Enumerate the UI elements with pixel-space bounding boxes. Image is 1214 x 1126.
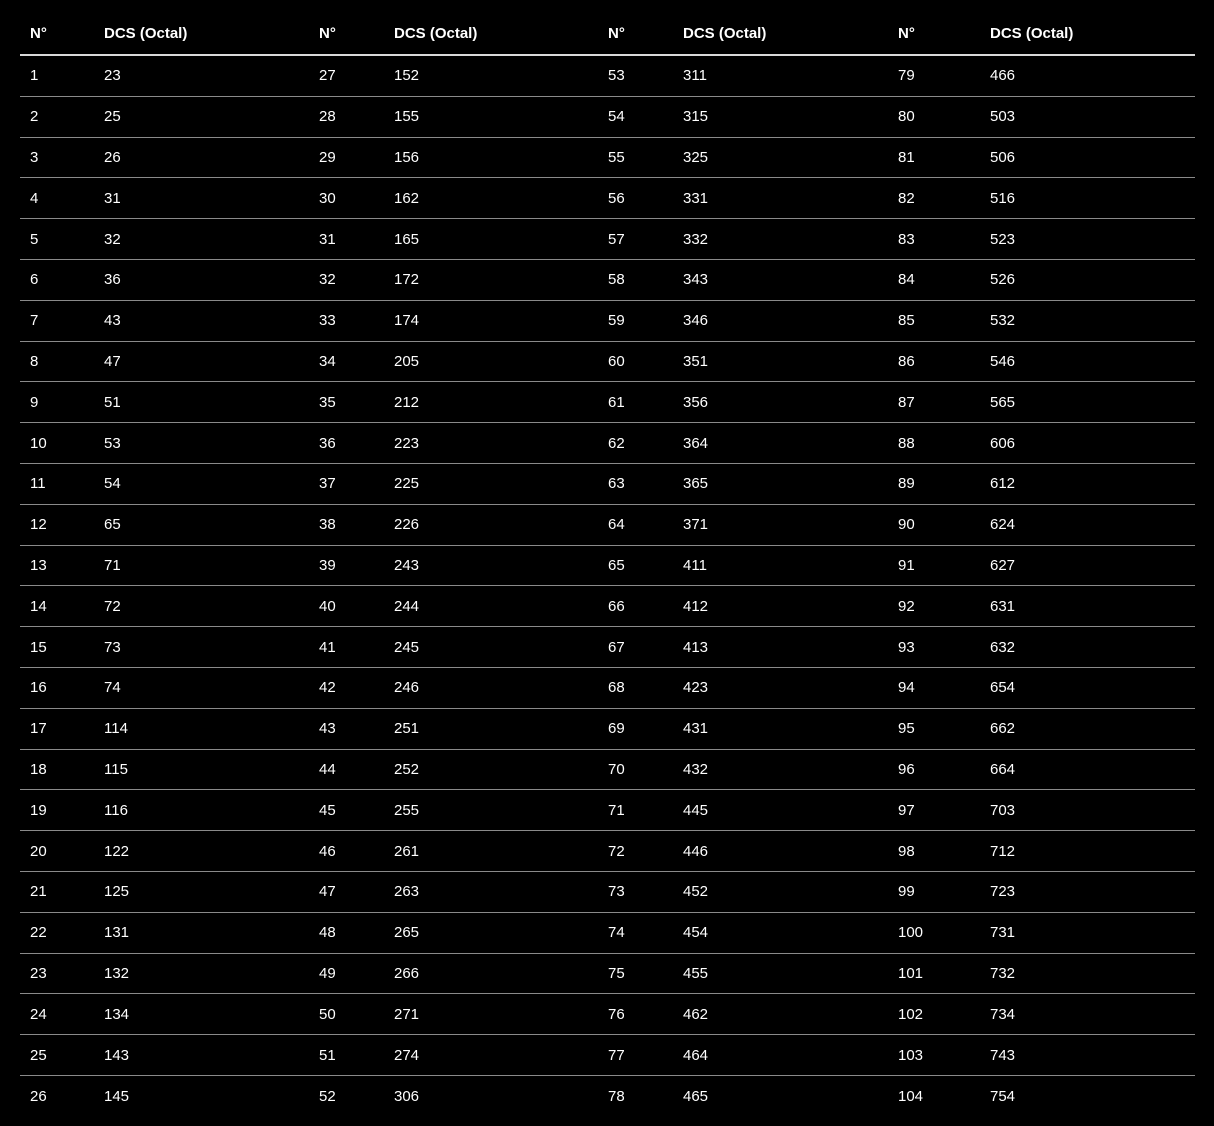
- dcs-cell: 565: [990, 393, 1016, 411]
- column-header-dcs-3: DCS (Octal): [683, 24, 767, 42]
- number-cell: 77: [608, 1046, 625, 1064]
- number-cell: 97: [898, 801, 915, 819]
- number-cell: 74: [608, 924, 625, 942]
- number-cell: 11: [30, 475, 46, 493]
- number-cell: 96: [898, 760, 915, 778]
- dcs-cell: 25: [104, 108, 121, 126]
- dcs-cell: 431: [683, 720, 709, 738]
- number-cell: 20: [30, 842, 47, 860]
- number-cell: 84: [898, 271, 915, 289]
- number-cell: 37: [319, 475, 336, 493]
- table-row: [20, 260, 1195, 301]
- number-cell: 30: [319, 189, 336, 207]
- table-row: [20, 423, 1195, 464]
- number-cell: 19: [30, 801, 47, 819]
- dcs-cell: 172: [394, 271, 420, 289]
- dcs-cell: 223: [394, 434, 420, 452]
- number-cell: 41: [319, 638, 336, 656]
- dcs-cell: 412: [683, 597, 709, 615]
- dcs-cell: 156: [394, 148, 420, 166]
- number-cell: 90: [898, 516, 915, 534]
- number-cell: 42: [319, 679, 336, 697]
- dcs-cell: 723: [990, 883, 1016, 901]
- dcs-cell: 506: [990, 148, 1016, 166]
- dcs-cell: 664: [990, 760, 1016, 778]
- number-cell: 9: [30, 393, 39, 411]
- number-cell: 100: [898, 924, 924, 942]
- dcs-cell: 261: [394, 842, 420, 860]
- table-row: [20, 750, 1195, 791]
- dcs-cell: 266: [394, 964, 420, 982]
- column-header-number-4: N°: [898, 24, 915, 42]
- number-cell: 45: [319, 801, 336, 819]
- number-cell: 66: [608, 597, 625, 615]
- dcs-cell: 246: [394, 679, 420, 697]
- dcs-cell: 413: [683, 638, 709, 656]
- table-row: [20, 464, 1195, 505]
- dcs-cell: 311: [683, 67, 707, 85]
- column-header-number-3: N°: [608, 24, 625, 42]
- dcs-cell: 131: [104, 924, 130, 942]
- number-cell: 104: [898, 1087, 924, 1105]
- dcs-cell: 47: [104, 352, 121, 370]
- dcs-cell: 71: [104, 556, 121, 574]
- dcs-cell: 152: [394, 67, 420, 85]
- dcs-cell: 331: [683, 189, 709, 207]
- number-cell: 29: [319, 148, 336, 166]
- table-row: [20, 382, 1195, 423]
- number-cell: 64: [608, 516, 625, 534]
- number-cell: 73: [608, 883, 625, 901]
- number-cell: 43: [319, 720, 336, 738]
- number-cell: 72: [608, 842, 625, 860]
- number-cell: 81: [898, 148, 915, 166]
- dcs-cell: 332: [683, 230, 709, 248]
- dcs-cell: 516: [990, 189, 1016, 207]
- number-cell: 5: [30, 230, 39, 248]
- table-row: [20, 56, 1195, 97]
- number-cell: 69: [608, 720, 625, 738]
- dcs-cell: 65: [104, 516, 121, 534]
- dcs-cell: 306: [394, 1087, 420, 1105]
- number-cell: 52: [319, 1087, 336, 1105]
- number-cell: 28: [319, 108, 336, 126]
- dcs-cell: 74: [104, 679, 121, 697]
- dcs-cell: 36: [104, 271, 121, 289]
- number-cell: 12: [30, 516, 47, 534]
- dcs-cell: 466: [990, 67, 1016, 85]
- number-cell: 91: [898, 556, 915, 574]
- number-cell: 2: [30, 108, 39, 126]
- dcs-cell: 364: [683, 434, 709, 452]
- number-cell: 26: [30, 1087, 47, 1105]
- table-row: [20, 913, 1195, 954]
- dcs-cell: 243: [394, 556, 420, 574]
- dcs-cell: 371: [683, 516, 709, 534]
- dcs-cell: 731: [990, 924, 1016, 942]
- dcs-cell: 351: [683, 352, 709, 370]
- number-cell: 58: [608, 271, 625, 289]
- dcs-cell: 462: [683, 1005, 709, 1023]
- dcs-cell: 703: [990, 801, 1016, 819]
- dcs-cell: 356: [683, 393, 709, 411]
- number-cell: 1: [30, 67, 39, 85]
- number-cell: 60: [608, 352, 625, 370]
- number-cell: 47: [319, 883, 336, 901]
- dcs-cell: 365: [683, 475, 709, 493]
- number-cell: 75: [608, 964, 625, 982]
- number-cell: 99: [898, 883, 915, 901]
- number-cell: 33: [319, 312, 336, 330]
- number-cell: 76: [608, 1005, 625, 1023]
- dcs-cell: 503: [990, 108, 1016, 126]
- dcs-cell: 212: [394, 393, 420, 411]
- number-cell: 88: [898, 434, 915, 452]
- dcs-cell: 274: [394, 1046, 420, 1064]
- number-cell: 25: [30, 1046, 47, 1064]
- table-row: [20, 627, 1195, 668]
- table-header-row: [20, 12, 1195, 56]
- dcs-cell: 32: [104, 230, 121, 248]
- table-row: [20, 301, 1195, 342]
- dcs-cell: 205: [394, 352, 420, 370]
- table-row: [20, 994, 1195, 1035]
- dcs-cell: 445: [683, 801, 709, 819]
- column-header-dcs-1: DCS (Octal): [104, 24, 188, 42]
- table-row: [20, 668, 1195, 709]
- dcs-cell: 612: [990, 475, 1016, 493]
- dcs-cell: 526: [990, 271, 1016, 289]
- table-row: [20, 178, 1195, 219]
- number-cell: 17: [30, 720, 47, 738]
- number-cell: 46: [319, 842, 336, 860]
- number-cell: 14: [30, 597, 47, 615]
- table-row: [20, 586, 1195, 627]
- dcs-cell: 251: [394, 720, 420, 738]
- number-cell: 50: [319, 1005, 336, 1023]
- dcs-cell: 165: [394, 230, 420, 248]
- dcs-cell: 72: [104, 597, 121, 615]
- dcs-cell: 245: [394, 638, 420, 656]
- dcs-cell: 114: [104, 720, 128, 738]
- dcs-cell: 315: [683, 108, 709, 126]
- number-cell: 80: [898, 108, 915, 126]
- dcs-cell: 73: [104, 638, 121, 656]
- dcs-cell: 654: [990, 679, 1016, 697]
- number-cell: 32: [319, 271, 336, 289]
- number-cell: 49: [319, 964, 336, 982]
- number-cell: 7: [30, 312, 39, 330]
- table-row: [20, 97, 1195, 138]
- column-header-dcs-2: DCS (Octal): [394, 24, 478, 42]
- number-cell: 95: [898, 720, 915, 738]
- number-cell: 83: [898, 230, 915, 248]
- number-cell: 87: [898, 393, 915, 411]
- dcs-cell: 606: [990, 434, 1016, 452]
- dcs-cell: 244: [394, 597, 420, 615]
- dcs-cell: 343: [683, 271, 709, 289]
- number-cell: 22: [30, 924, 47, 942]
- table-row: [20, 505, 1195, 546]
- number-cell: 93: [898, 638, 915, 656]
- dcs-cell: 115: [104, 760, 128, 778]
- number-cell: 31: [319, 230, 336, 248]
- table-row: [20, 1076, 1195, 1117]
- dcs-cell: 265: [394, 924, 420, 942]
- number-cell: 13: [30, 556, 47, 574]
- table-row: [20, 138, 1195, 179]
- number-cell: 8: [30, 352, 39, 370]
- dcs-cell: 255: [394, 801, 420, 819]
- number-cell: 16: [30, 679, 47, 697]
- table-body: [20, 56, 1195, 1117]
- dcs-cell: 263: [394, 883, 420, 901]
- dcs-cell: 125: [104, 883, 130, 901]
- number-cell: 36: [319, 434, 336, 452]
- number-cell: 101: [898, 964, 924, 982]
- dcs-cell: 174: [394, 312, 420, 330]
- table-row: [20, 342, 1195, 383]
- dcs-cell: 134: [104, 1005, 130, 1023]
- number-cell: 57: [608, 230, 625, 248]
- table-row: [20, 709, 1195, 750]
- dcs-cell: 54: [104, 475, 121, 493]
- dcs-cell: 662: [990, 720, 1016, 738]
- number-cell: 82: [898, 189, 915, 207]
- dcs-cell: 51: [104, 393, 121, 411]
- column-header-dcs-4: DCS (Octal): [990, 24, 1074, 42]
- dcs-code-table: [20, 12, 1195, 1117]
- number-cell: 40: [319, 597, 336, 615]
- dcs-cell: 53: [104, 434, 121, 452]
- number-cell: 15: [30, 638, 47, 656]
- dcs-cell: 346: [683, 312, 709, 330]
- number-cell: 67: [608, 638, 625, 656]
- table-row: [20, 219, 1195, 260]
- table-row: [20, 872, 1195, 913]
- number-cell: 23: [30, 964, 47, 982]
- table-row: [20, 954, 1195, 995]
- dcs-cell: 162: [394, 189, 420, 207]
- number-cell: 38: [319, 516, 336, 534]
- dcs-cell: 143: [104, 1046, 130, 1064]
- dcs-cell: 432: [683, 760, 709, 778]
- dcs-cell: 43: [104, 312, 121, 330]
- dcs-cell: 446: [683, 842, 709, 860]
- column-header-number-1: N°: [30, 24, 47, 42]
- number-cell: 6: [30, 271, 39, 289]
- dcs-cell: 455: [683, 964, 709, 982]
- dcs-cell: 452: [683, 883, 709, 901]
- number-cell: 89: [898, 475, 915, 493]
- number-cell: 55: [608, 148, 625, 166]
- dcs-cell: 271: [394, 1005, 420, 1023]
- dcs-cell: 754: [990, 1087, 1016, 1105]
- dcs-cell: 624: [990, 516, 1016, 534]
- dcs-cell: 116: [104, 801, 128, 819]
- dcs-cell: 734: [990, 1005, 1016, 1023]
- number-cell: 24: [30, 1005, 47, 1023]
- number-cell: 10: [30, 434, 47, 452]
- dcs-cell: 423: [683, 679, 709, 697]
- dcs-cell: 464: [683, 1046, 709, 1064]
- number-cell: 92: [898, 597, 915, 615]
- dcs-cell: 627: [990, 556, 1016, 574]
- dcs-cell: 145: [104, 1087, 130, 1105]
- number-cell: 86: [898, 352, 915, 370]
- number-cell: 62: [608, 434, 625, 452]
- dcs-cell: 252: [394, 760, 420, 778]
- dcs-cell: 546: [990, 352, 1016, 370]
- number-cell: 79: [898, 67, 915, 85]
- dcs-cell: 631: [990, 597, 1016, 615]
- number-cell: 18: [30, 760, 47, 778]
- number-cell: 98: [898, 842, 915, 860]
- dcs-cell: 122: [104, 842, 130, 860]
- number-cell: 21: [30, 883, 47, 901]
- dcs-cell: 632: [990, 638, 1016, 656]
- number-cell: 71: [608, 801, 625, 819]
- dcs-cell: 712: [990, 842, 1016, 860]
- dcs-cell: 523: [990, 230, 1016, 248]
- dcs-cell: 325: [683, 148, 709, 166]
- dcs-cell: 532: [990, 312, 1016, 330]
- number-cell: 27: [319, 67, 336, 85]
- dcs-cell: 743: [990, 1046, 1016, 1064]
- number-cell: 59: [608, 312, 625, 330]
- column-header-number-2: N°: [319, 24, 336, 42]
- dcs-cell: 155: [394, 108, 420, 126]
- number-cell: 56: [608, 189, 625, 207]
- number-cell: 94: [898, 679, 915, 697]
- number-cell: 39: [319, 556, 336, 574]
- dcs-cell: 23: [104, 67, 121, 85]
- number-cell: 68: [608, 679, 625, 697]
- number-cell: 48: [319, 924, 336, 942]
- dcs-cell: 226: [394, 516, 420, 534]
- dcs-cell: 411: [683, 556, 707, 574]
- number-cell: 78: [608, 1087, 625, 1105]
- number-cell: 85: [898, 312, 915, 330]
- dcs-cell: 454: [683, 924, 709, 942]
- number-cell: 102: [898, 1005, 924, 1023]
- dcs-cell: 225: [394, 475, 420, 493]
- dcs-cell: 132: [104, 964, 130, 982]
- table-row: [20, 546, 1195, 587]
- dcs-cell: 732: [990, 964, 1016, 982]
- table-row: [20, 790, 1195, 831]
- table-row: [20, 831, 1195, 872]
- number-cell: 35: [319, 393, 336, 411]
- number-cell: 103: [898, 1046, 924, 1064]
- number-cell: 70: [608, 760, 625, 778]
- dcs-cell: 26: [104, 148, 121, 166]
- dcs-cell: 465: [683, 1087, 709, 1105]
- number-cell: 53: [608, 67, 625, 85]
- number-cell: 51: [319, 1046, 336, 1064]
- number-cell: 63: [608, 475, 625, 493]
- table-row: [20, 1035, 1195, 1076]
- number-cell: 61: [608, 393, 625, 411]
- dcs-cell: 31: [104, 189, 121, 207]
- number-cell: 44: [319, 760, 336, 778]
- number-cell: 3: [30, 148, 39, 166]
- number-cell: 65: [608, 556, 625, 574]
- number-cell: 4: [30, 189, 39, 207]
- number-cell: 54: [608, 108, 625, 126]
- number-cell: 34: [319, 352, 336, 370]
